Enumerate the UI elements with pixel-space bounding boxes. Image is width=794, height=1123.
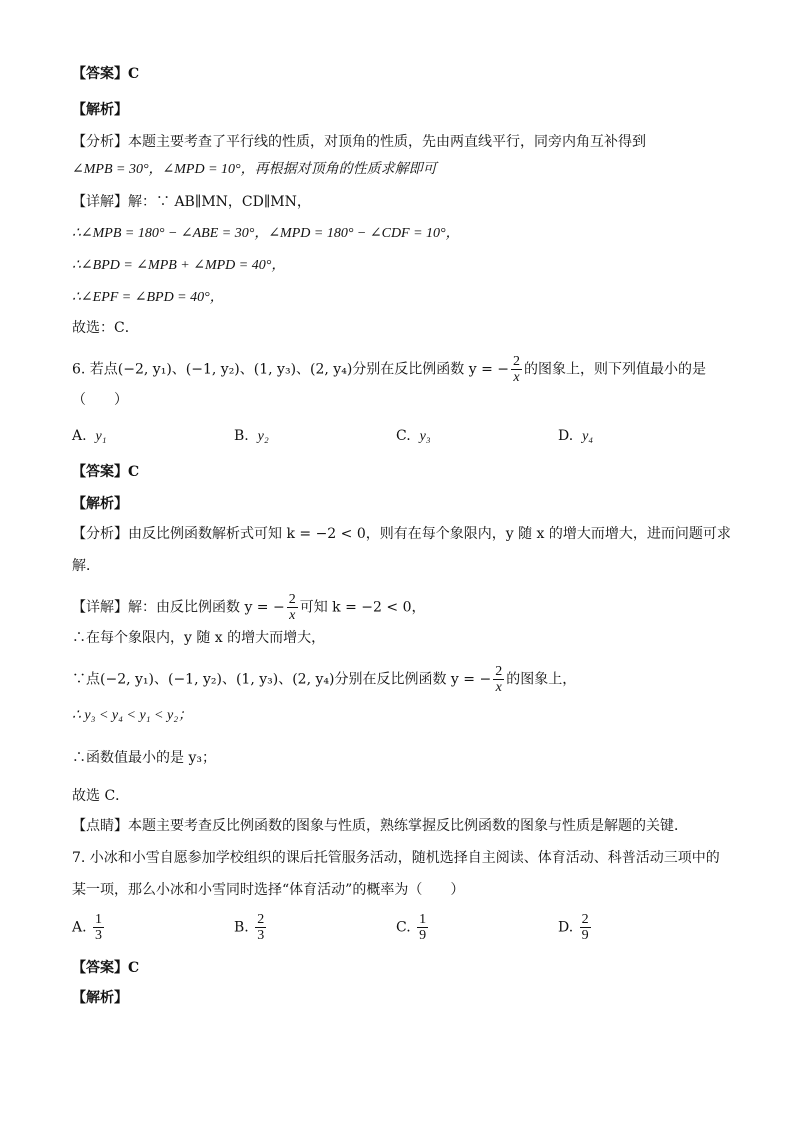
fraction-denominator: x bbox=[289, 608, 296, 623]
option-c bbox=[396, 912, 430, 943]
option-letter: B. bbox=[234, 919, 249, 936]
option-letter: A. bbox=[72, 428, 87, 444]
fraction-numerator: 2 bbox=[513, 354, 521, 369]
fraction bbox=[493, 664, 504, 695]
fraction-denominator: x bbox=[495, 680, 502, 695]
option-b bbox=[234, 912, 268, 943]
question-stem: 7. 小冰和小雪自愿参加学校组织的课后托管服务活动，随机选择自主阅读、体育活动、科普活动三项中的 bbox=[72, 850, 720, 866]
question-stem bbox=[72, 354, 706, 385]
fraction-denominator: 3 bbox=[257, 928, 265, 943]
analysis-heading: 【解析】 bbox=[72, 102, 128, 118]
answer-label: 【答案】C bbox=[72, 960, 140, 976]
detail-text: ∴ y₃ < y₄ < y₁ < y₂； bbox=[72, 708, 193, 723]
analysis-text: 解． bbox=[72, 558, 100, 574]
option-letter: C. bbox=[396, 919, 411, 936]
fraction-denominator: 3 bbox=[95, 928, 103, 943]
choice-text: 故选 C． bbox=[72, 788, 130, 804]
fraction bbox=[287, 592, 298, 623]
option-a bbox=[72, 912, 106, 943]
option-letter: D. bbox=[558, 428, 574, 444]
fraction-denominator: 9 bbox=[581, 928, 589, 943]
fraction bbox=[255, 912, 266, 943]
detail-prefix: ∵点(−2, y₁)、(−1, y₂)、(1, y₃)、(2, y₄)分别在反比例函数 y = − bbox=[72, 671, 492, 688]
option-d bbox=[558, 912, 593, 943]
detail-text: ∴∠MPB = 180° − ∠ABE = 30°，∠MPD = 180° − ∠CDF = 10°， bbox=[72, 226, 460, 241]
detail-text: ∴在每个象限内，y 随 x 的增大而增大， bbox=[72, 630, 326, 646]
detail-prefix: 【详解】解：由反比例函数 y = − bbox=[72, 599, 285, 616]
fraction-numerator: 1 bbox=[95, 912, 103, 927]
answer-label: 【答案】C bbox=[72, 66, 140, 82]
fraction bbox=[580, 912, 591, 943]
option-a bbox=[72, 426, 107, 447]
option-letter: D. bbox=[558, 919, 574, 936]
detail-text bbox=[72, 592, 425, 623]
fraction-numerator: 2 bbox=[257, 912, 265, 927]
option-c bbox=[396, 426, 431, 447]
detail-text: ∴函数值最小的是 y₃； bbox=[72, 750, 216, 766]
option-value: y₄ bbox=[582, 429, 594, 444]
fraction-numerator: 1 bbox=[419, 912, 427, 927]
detail-text: ∴∠BPD = ∠MPB + ∠MPD = 40°， bbox=[72, 258, 286, 273]
option-value: y₂ bbox=[257, 429, 269, 444]
analysis-heading: 【解析】 bbox=[72, 990, 128, 1006]
analysis-heading: 【解析】 bbox=[72, 496, 128, 512]
fraction-numerator: 2 bbox=[288, 592, 296, 607]
analysis-text: ∠MPB = 30°，∠MPD = 10°，再根据对顶角的性质求解即可 bbox=[72, 162, 437, 177]
detail-suffix: 可知 k = −2 < 0， bbox=[299, 599, 426, 616]
option-letter: A. bbox=[72, 919, 87, 936]
detail-text: ∴∠EPF = ∠BPD = 40°， bbox=[72, 290, 224, 305]
fraction-numerator: 2 bbox=[495, 664, 503, 679]
option-b bbox=[234, 426, 269, 447]
fraction-denominator: x bbox=[513, 370, 520, 385]
analysis-text: 【分析】由反比例函数解析式可知 k = −2 < 0，则有在每个象限内，y 随 x 的增大而增大，进而问题可求 bbox=[72, 526, 731, 542]
fraction bbox=[417, 912, 428, 943]
dianjing-text: 【点睛】本题主要考查反比例函数的图象与性质，熟练掌握反比例函数的图象与性质是解题的关键． bbox=[72, 818, 688, 834]
option-letter: C. bbox=[396, 428, 411, 444]
analysis-text: 【分析】本题主要考查了平行线的性质，对顶角的性质，先由两直线平行，同旁内角互补得到 bbox=[72, 134, 646, 150]
option-value: y₃ bbox=[419, 429, 431, 444]
fraction-denominator: 9 bbox=[419, 928, 427, 943]
choice-text: 故选：C． bbox=[72, 320, 139, 336]
option-d bbox=[558, 426, 593, 447]
question-stem-prefix: 6. 若点(−2, y₁)、(−1, y₂)、(1, y₃)、(2, y₄)分别在反比例函数 y = − bbox=[72, 361, 510, 378]
fraction-numerator: 2 bbox=[581, 912, 589, 927]
question-paren: （ ） bbox=[72, 392, 128, 408]
answer-label: 【答案】C bbox=[72, 464, 140, 480]
question-stem-suffix: 的图象上，则下列值最小的是 bbox=[524, 361, 707, 378]
option-letter: B. bbox=[234, 428, 249, 444]
question-stem: 某一项，那么小冰和小雪同时选择“体育活动”的概率为（ ） bbox=[72, 882, 465, 898]
option-value: y₁ bbox=[95, 429, 107, 444]
detail-text bbox=[72, 664, 576, 695]
detail-suffix: 的图象上， bbox=[506, 671, 577, 688]
detail-text: 【详解】解：∵ AB∥MN，CD∥MN， bbox=[72, 194, 311, 210]
fraction bbox=[511, 354, 522, 385]
fraction bbox=[93, 912, 104, 943]
